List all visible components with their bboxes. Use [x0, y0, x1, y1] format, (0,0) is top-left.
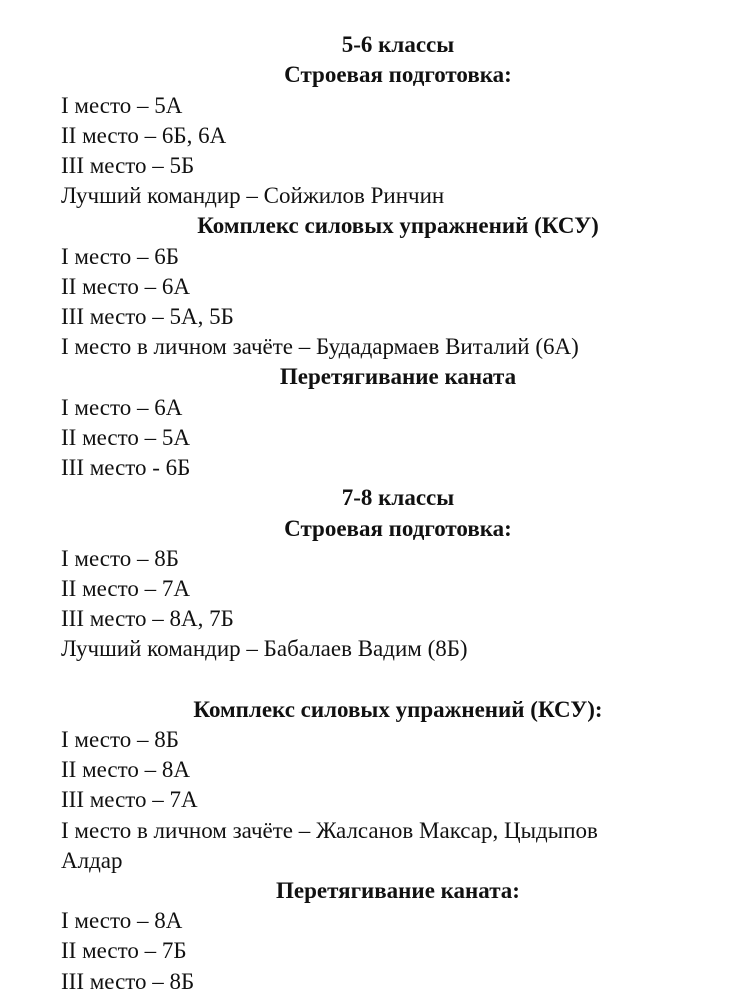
section-2-strength-individual-line-1: I место в личном зачёте – Жалсанов Максар, Цыдыпов [61, 818, 598, 843]
section-2-drill-place-1: I место – 8Б [61, 546, 179, 571]
section-1-drill-heading: Строевая подготовка: [284, 62, 512, 87]
section-1-title: 5-6 классы [341, 32, 455, 57]
section-2-strength-heading: Комплекс силовых упражнений (КСУ): [193, 697, 603, 722]
section-2-drill-place-3: III место – 8А, 7Б [61, 606, 234, 631]
section-1-strength-heading: Комплекс силовых упражнений (КСУ) [197, 213, 599, 238]
section-2-drill-place-2: II место – 7А [61, 576, 190, 601]
section-2-tug-place-1: I место – 8А [61, 908, 183, 933]
section-1-strength-place-3: III место – 5А, 5Б [61, 304, 234, 329]
section-2-strength-place-2: II место – 8А [61, 757, 190, 782]
section-1-tug-place-3: III место - 6Б [61, 455, 191, 480]
section-2-tug-place-2: II место – 7Б [61, 938, 187, 963]
section-1-best-commander: Лучший командир – Сойжилов Ринчин [61, 183, 445, 208]
section-1-strength-individual: I место в личном зачёте – Будадармаев Виталий (6А) [61, 334, 579, 359]
section-2-tug-place-3: III место – 8Б [61, 969, 195, 994]
section-1-tug-place-2: II место – 5А [61, 425, 190, 450]
section-1-drill-place-1: I место – 5А [61, 93, 183, 118]
section-2-strength-place-1: I место – 8Б [61, 727, 179, 752]
section-1-tug-place-1: I место – 6А [61, 395, 183, 420]
section-2-best-commander: Лучший командир – Бабалаев Вадим (8Б) [61, 636, 468, 661]
section-1-strength-place-2: II место – 6А [61, 274, 190, 299]
section-1-drill-place-2: II место – 6Б, 6А [61, 123, 227, 148]
section-2-title: 7-8 классы [341, 485, 455, 510]
section-1-tug-heading: Перетягивание каната [279, 364, 517, 389]
section-2-strength-place-3: III место – 7А [61, 787, 198, 812]
section-2-drill-heading: Строевая подготовка: [284, 516, 512, 541]
section-1-strength-place-1: I место – 6Б [61, 244, 179, 269]
section-2-strength-individual-line-2: Алдар [61, 848, 123, 873]
section-2-tug-heading: Перетягивание каната: [276, 878, 520, 903]
section-1-drill-place-3: III место – 5Б [61, 153, 195, 178]
